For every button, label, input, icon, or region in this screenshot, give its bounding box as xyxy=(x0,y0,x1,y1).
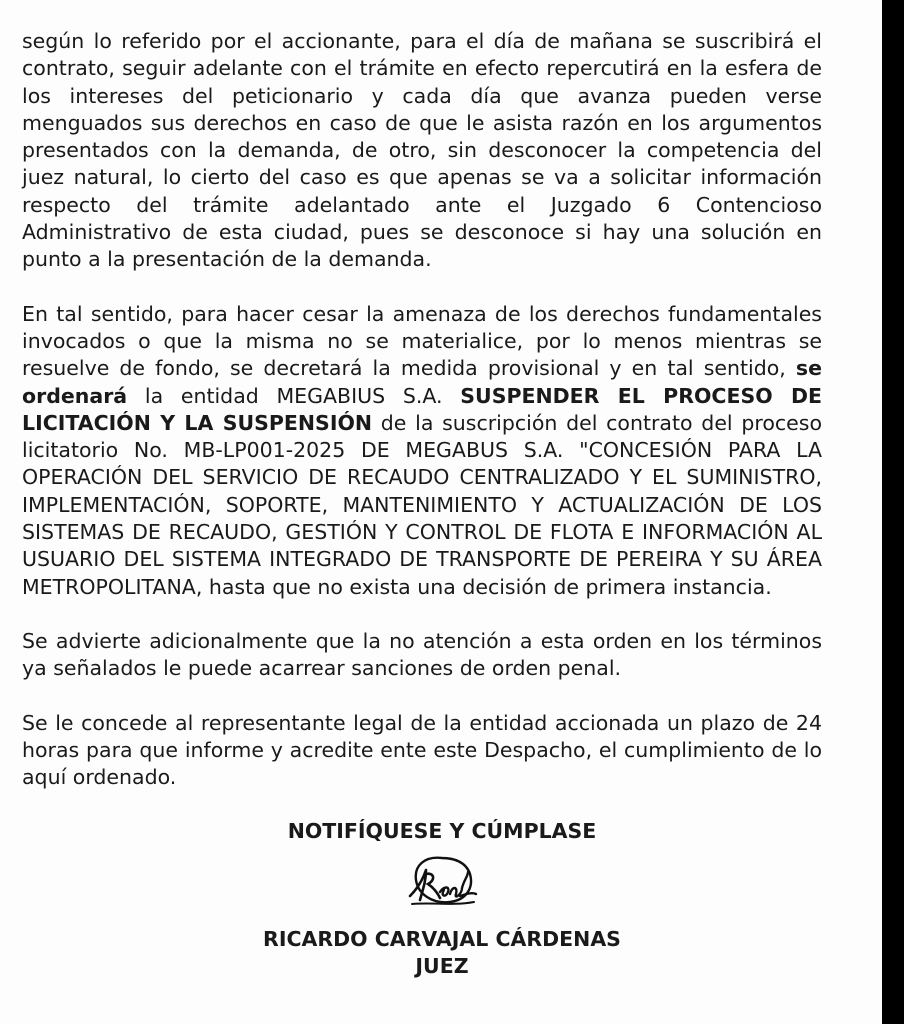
order-text-part3: de la suscripción del contrato del proceso licitatorio No. MB-LP001-2025 DE MEGABUS S.A. "CONCESIÓN PARA LA OPERACIÓN DEL SERVICIO DE RECAUDO CENTRALIZADO Y EL SUMINISTRO, IMPLEMENTACIÓN, SOPORTE, MANTENIMIENTO Y ACTUALIZACIÓN DE LOS SISTEMAS DE RECAUDO, GESTIÓN Y CONTROL DE FLOTA E INFORMACIÓN AL USUARIO DEL SISTEMA INTEGRADO DE TRANSPORTE DE PEREIRA Y SU ÁREA METROPOLITANA, hasta que no exista una decisión de primera instancia. xyxy=(22,410,822,599)
order-bold-suspension: SUSPENDER EL PROCESO DE LICITACIÓN Y LA SUSPENSIÓN xyxy=(22,383,822,435)
paragraph-warning xyxy=(22,628,822,683)
handwritten-signature xyxy=(402,852,482,916)
paragraph-warning-text: Se advierte adicionalmente que la no atención a esta orden en los términos ya señalados le puede acarrear sanciones de orden penal. xyxy=(22,628,822,681)
paragraph-context xyxy=(22,28,822,274)
order-bold-verb: se ordenará xyxy=(22,356,822,408)
order-text-part1: En tal sentido, para hacer cesar la amenaza de los derechos fundamentales invocados o que la misma no se materialice, por lo menos mientras se resuelve de fondo, se decretará la medida provisional y en tal sentido, xyxy=(22,301,822,381)
judge-title: JUEZ xyxy=(415,954,469,979)
order-text-part2: la entidad MEGABIUS S.A. xyxy=(144,383,443,408)
paragraph-context-text: según lo referido por el accionante, para el día de mañana se suscribirá el contrato, seguir adelante con el trámite en efecto repercutirá en la esfera de los intereses del peticionario y cada día que avanza pueden verse menguados sus derechos en caso de que le asista razón en los argumentos presentados con la demanda, de otro, sin desconocer la competencia del juez natural, lo cierto del caso es que apenas se va a solicitar información respecto del trámite adelantado ante el Juzgado 6 Contencioso Administrativo de esta ciudad, pues se desconoce si hay una solución en punto a la presentación de la demanda. xyxy=(22,29,822,272)
signature-area xyxy=(22,852,822,916)
paragraph-order xyxy=(22,301,822,601)
closing-formula: NOTIFÍQUESE Y CÚMPLASE xyxy=(287,819,597,844)
judge-name: RICARDO CARVAJAL CÁRDENAS xyxy=(263,926,621,951)
paragraph-deadline-text: Se le concede al representante legal de la entidad accionada un plazo de 24 horas para que informe y acredite ente este Despacho, el cumplimiento de lo aquí ordenado. xyxy=(22,710,822,790)
paragraph-deadline xyxy=(22,710,822,792)
